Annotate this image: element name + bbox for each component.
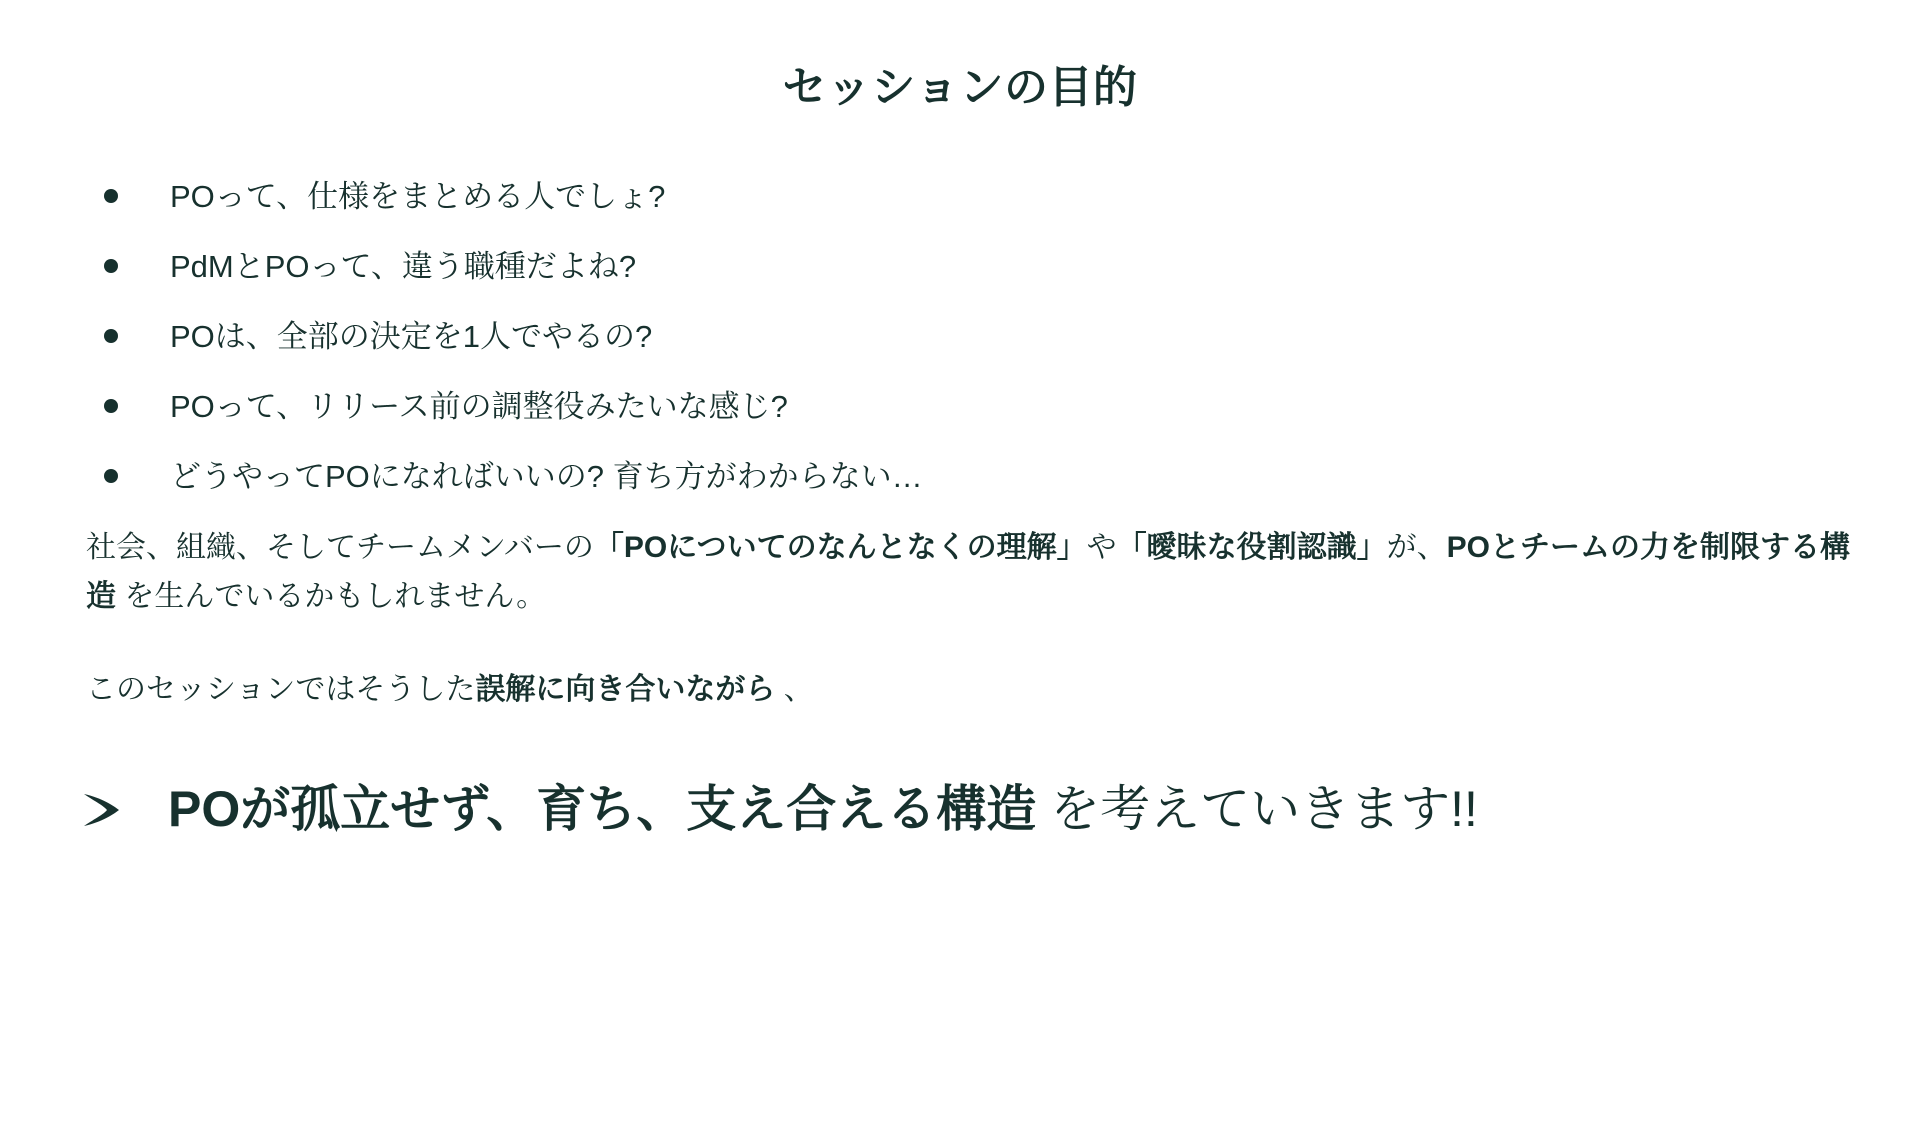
paragraph-2-segment-1: このセッションではそうした bbox=[86, 672, 476, 706]
body-paragraph-2 bbox=[0, 666, 1920, 715]
bullet-dot-icon bbox=[104, 189, 118, 203]
list-item-label: どうやってPOになればいいの? 育ち方がわからない… bbox=[170, 458, 923, 494]
bullet-dot-icon bbox=[104, 469, 118, 483]
paragraph-1-strong-1: 「POについてのなんとなくの理解」 bbox=[593, 531, 1087, 565]
page-title: セッションの目的 bbox=[782, 63, 1138, 112]
list-item-label: POって、リリース前の調整役みたいな感じ? bbox=[170, 388, 788, 424]
paragraph-2-strong-1: 誤解に向き合いながら bbox=[475, 672, 776, 706]
list-item bbox=[104, 385, 1920, 430]
list-item-label: POって、仕様をまとめる人でしょ? bbox=[170, 178, 666, 214]
question-bullet-list bbox=[0, 175, 1920, 500]
paragraph-1-strong-2: 「曖昧な役割認識」 bbox=[1116, 531, 1387, 565]
list-item-label: PdMとPOって、違う職種だよね? bbox=[170, 248, 637, 284]
bullet-dot-icon bbox=[104, 329, 118, 343]
bullet-dot-icon bbox=[104, 259, 118, 273]
conclusion-tail: を考えていきます!! bbox=[1050, 781, 1478, 838]
arrow-bullet-icon bbox=[80, 788, 122, 832]
list-item bbox=[104, 455, 1920, 500]
paragraph-1-segment-1: 社会、組織、そしてチームメンバーの bbox=[86, 531, 594, 565]
bullet-dot-icon bbox=[104, 399, 118, 413]
slide-canvas bbox=[0, 62, 1920, 1142]
list-item bbox=[104, 315, 1920, 360]
paragraph-1-segment-4: を生んでいるかもしれません。 bbox=[124, 580, 547, 614]
paragraph-2-segment-2: 、 bbox=[783, 672, 814, 706]
paragraph-1-segment-2: や bbox=[1086, 531, 1117, 565]
body-paragraph-1 bbox=[0, 524, 1920, 621]
conclusion-strong: POが孤立せず、育ち、支え合える構造 bbox=[168, 781, 1037, 838]
conclusion-text bbox=[168, 778, 1478, 841]
list-item bbox=[104, 175, 1920, 220]
paragraph-1-segment-3: が、 bbox=[1386, 531, 1447, 565]
conclusion-line bbox=[0, 778, 1920, 841]
paragraph-1-strong-3: POとチームの力を制限する構造 bbox=[86, 531, 1851, 614]
list-item bbox=[104, 245, 1920, 290]
list-item-label: POは、全部の決定を1人でやるの? bbox=[170, 318, 653, 354]
